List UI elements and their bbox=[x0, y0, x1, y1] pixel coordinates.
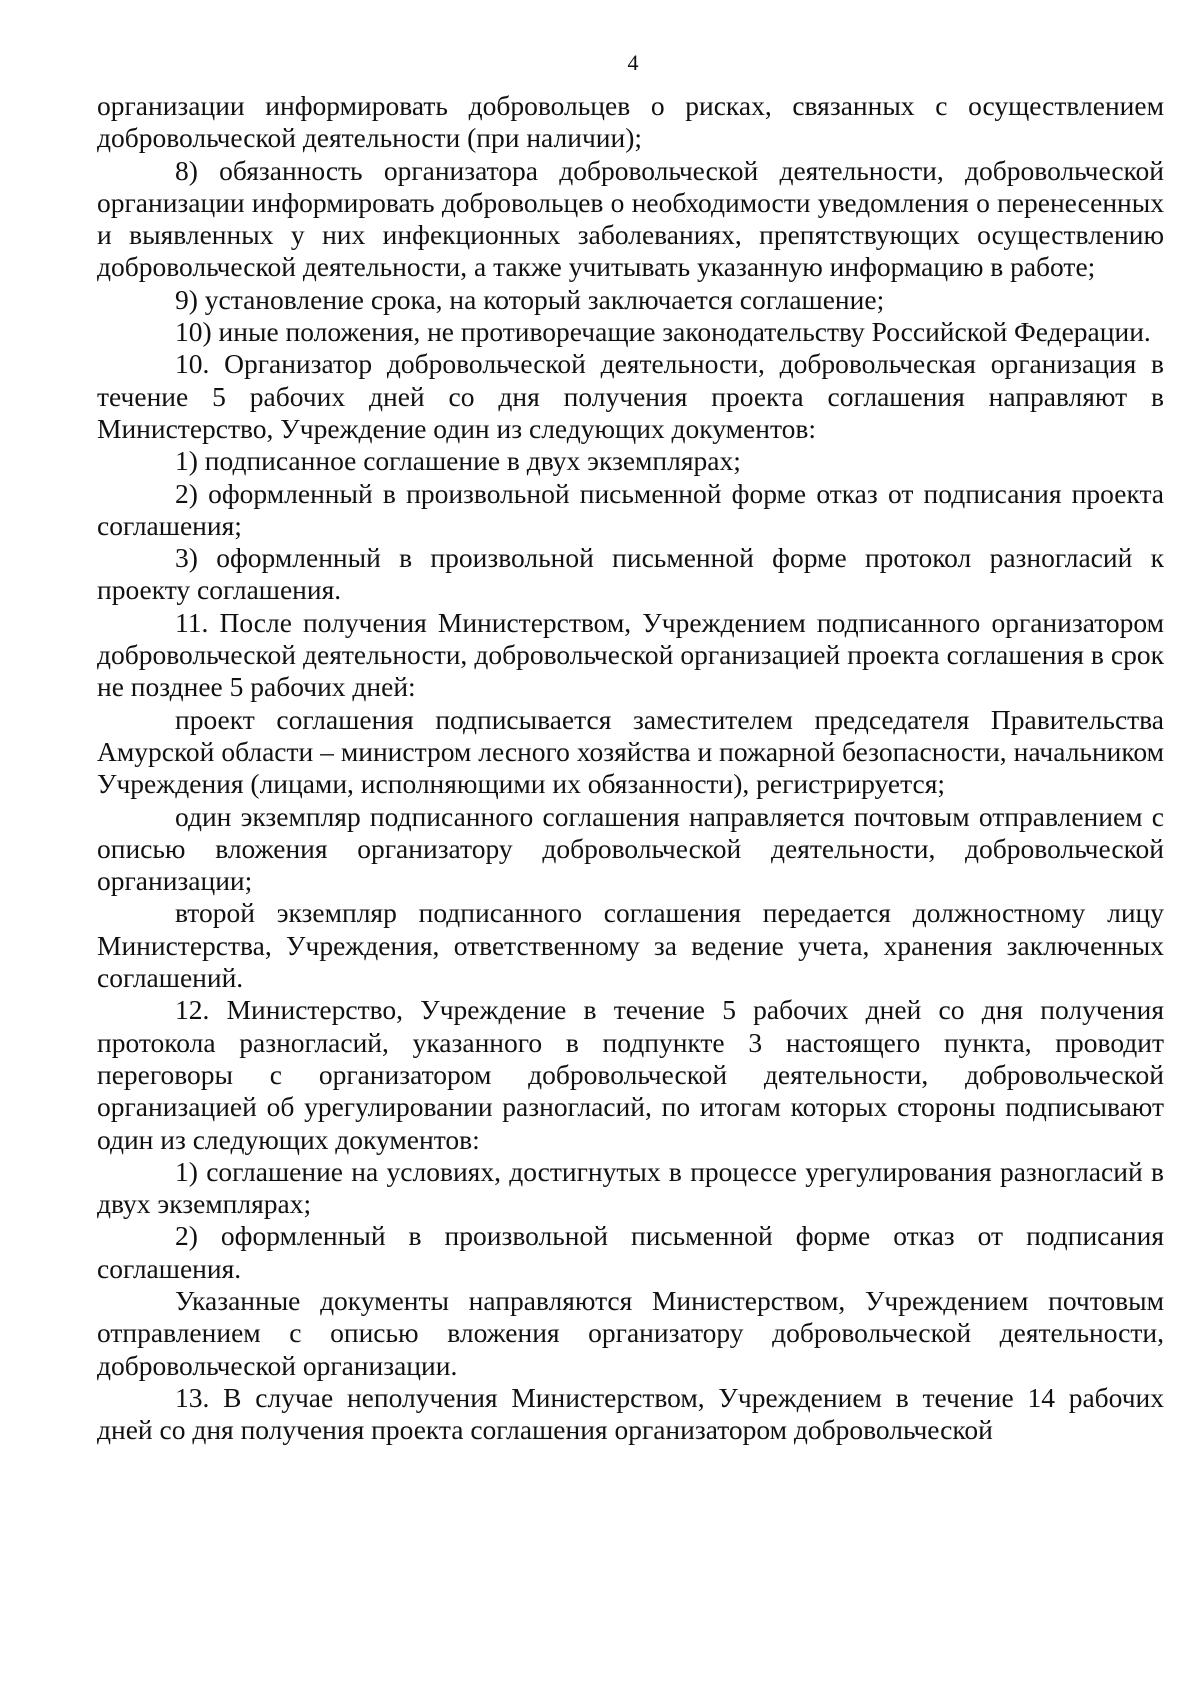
paragraph-clause-12-item-2: 2) оформленный в произвольной письменной форме отказ от подписания соглашения. bbox=[97, 1220, 1164, 1284]
paragraph-clause-11: 11. После получения Министерством, Учреждением подписанного организатором добровольческой деятельности, добровольческой организацией проекта соглашения в срок не позднее 5 рабочих дней: bbox=[97, 606, 1164, 703]
paragraph-clause-11-signing: проект соглашения подписывается заместителем председателя Правительства Амурской области – министром лесного хозяйства и пожарной безопасности, начальником Учреждения (лицами, исполняющими их обязанности), регистрируется; bbox=[97, 703, 1164, 800]
paragraph-clause-10-item-1: 1) подписанное соглашение в двух экземплярах; bbox=[175, 445, 741, 477]
paragraph-clause-13: 13. В случае неполучения Министерством, Учреждением в течение 14 рабочих дней со дня получения проекта соглашения организатором добровольческой bbox=[97, 1381, 1164, 1446]
paragraph-clause-12-item-1: 1) соглашение на условиях, достигнутых в процессе урегулирования разногласий в двух экземплярах; bbox=[97, 1155, 1164, 1220]
paragraph-continuation: организации информировать добровольцев о рисках, связанных с осуществлением добровольческой деятельности (при наличии); bbox=[97, 90, 1164, 154]
document-body bbox=[97, 90, 1164, 1446]
paragraph-clause-10-item-2: 2) оформленный в произвольной письменной форме отказ от подписания проекта соглашения; bbox=[97, 477, 1164, 541]
page-number: 4 bbox=[627, 50, 639, 75]
paragraph-clause-11-second-copy: второй экземпляр подписанного соглашения передается должностному лицу Министерства, Учреждения, ответственному за ведение учета, хранения заключенных соглашений. bbox=[97, 897, 1164, 994]
paragraph-clause-10-item-3: 3) оформленный в произвольной письменной форме протокол разногласий к проекту соглашения. bbox=[97, 542, 1164, 606]
paragraph-item-9: 9) установление срока, на который заключается соглашение; bbox=[175, 283, 885, 315]
paragraph-item-8: 8) обязанность организатора добровольческой деятельности, добровольческой организации информировать добровольцев о необходимости уведомления о перенесенных и выявленных у них инфекционных заболеваниях, препятствующих осуществлению добровольческой деятельности, а также учитывать указанную информацию в работе; bbox=[97, 154, 1164, 283]
paragraph-item-10: 10) иные положения, не противоречащие законодательству Российской Федерации. bbox=[175, 316, 1151, 348]
paragraph-clause-12: 12. Министерство, Учреждение в течение 5 рабочих дней со дня получения протокола разногласий, указанного в подпункте 3 настоящего пункта, проводит переговоры с организатором добровольческой деятельности, добровольческой организацией об урегулировании разногласий, по итогам которых стороны подписывают один из следующих документов: bbox=[97, 994, 1164, 1155]
paragraph-clause-11-first-copy: один экземпляр подписанного соглашения направляется почтовым отправлением с описью вложения организатору добровольческой деятельности, добровольческой организации; bbox=[97, 800, 1164, 897]
paragraph-clause-12-dispatch: Указанные документы направляются Министерством, Учреждением почтовым отправлением с описью вложения организатору добровольческой деятельности, добровольческой организации. bbox=[97, 1284, 1164, 1381]
paragraph-clause-10: 10. Организатор добровольческой деятельности, добровольческая организация в течение 5 рабочих дней со дня получения проекта соглашения направляют в Министерство, Учреждение один из следующих документов: bbox=[97, 348, 1164, 444]
